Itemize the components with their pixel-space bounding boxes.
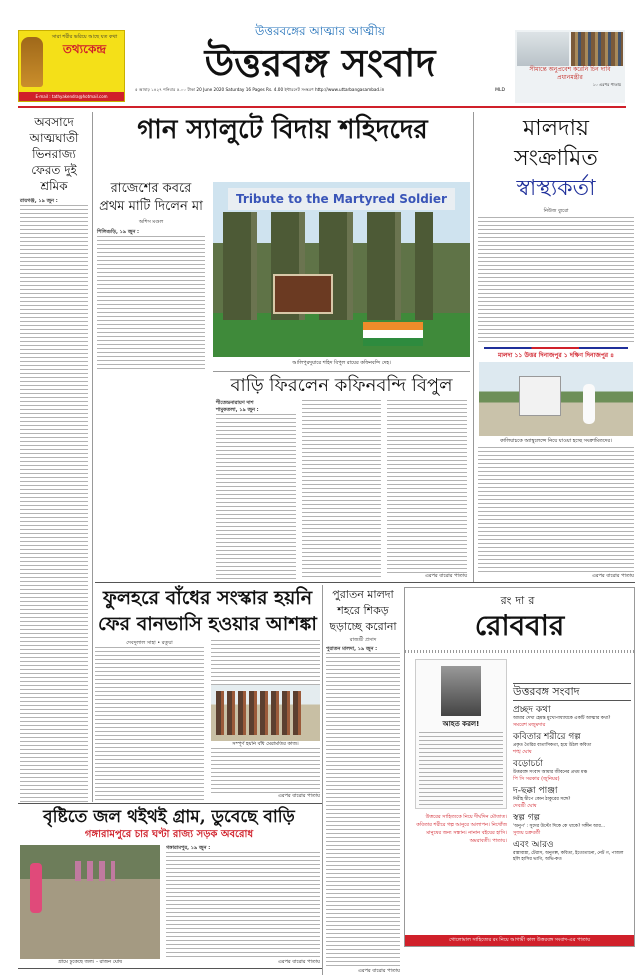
flood-photo-col [20, 845, 160, 966]
malda-body-2 [478, 447, 634, 574]
fulhar-body-3 [211, 748, 320, 793]
column-divider [322, 585, 323, 975]
malda-continued[interactable]: এরপর বারোর পাতায় [591, 573, 634, 579]
tribute-banner: Tribute to the Martyred Soldier [228, 188, 455, 210]
modi-photo [517, 32, 569, 66]
fulhar-headline[interactable]: ফুলহরে বাঁধের সংস্কার হয়নি ফের বানভাসি হওয়ার আশঙ্কা [98, 587, 317, 635]
fulhar-byline: দেবদুলাল সাহা • রতুয়া [126, 640, 173, 646]
supplement-kicker: রংদার [500, 594, 539, 607]
brand-rule [513, 700, 631, 701]
ad-bottle-image [21, 37, 43, 87]
supplement-body [405, 659, 634, 935]
flood-columns [18, 845, 320, 966]
item-author: শঙ্খ ঘোষ [513, 749, 532, 755]
malda-headline-1[interactable]: মালদায় [523, 116, 589, 141]
covid-tally: মালদা ১১ উত্তর দিনাজপুর ১ দক্ষিণ দিনাজপুর ৪ [497, 351, 615, 359]
dotted-rule [405, 650, 634, 653]
supplement-title: রোববার [474, 609, 565, 642]
robbar-supplement-promo[interactable] [404, 587, 635, 947]
supplement-brand: উত্তরবঙ্গ সংবাদ [513, 685, 580, 698]
lead-byline: অশিস মণ্ডল [138, 219, 164, 225]
bipul-dateline: শামুকতলা, ১৯ জুন : [216, 407, 259, 413]
right-news-teaser[interactable] [515, 30, 625, 103]
fulhar-body-1 [95, 647, 204, 800]
supplement-right [513, 659, 631, 931]
item-desc: নিরীহ দ্বীপে কোন ঠাকুরের সঙ্গে? [513, 797, 571, 802]
cover-headline: আহত করল! [442, 720, 480, 728]
lead-photo-caption: আলিপুরদুয়ারে শহিদ বিপুল রায়ের কফিনবন্দি দেহ। [292, 360, 391, 366]
flood-story [18, 806, 320, 966]
supplement-teaser: উত্তরের সাহিত্যকে নিয়ে দীর্ঘদিন মৌতাত। কবিতার শরীরে গল্প আনুরে আলাপন। নিখোঁজ মানুষের জন্য সন্ধান। নানান বইয়ের হাসি। অমরাবতী। পাতায়। [416, 814, 507, 844]
bipul-body-1 [216, 414, 296, 580]
malda-byline: নিউজ ব্যুরো [543, 208, 569, 214]
fulhar-body-2 [211, 640, 320, 685]
left-story-headline[interactable]: অবসাদে আত্মঘাতী ভিনরাজ্য ফেরত দুই শ্রমিক [29, 115, 79, 193]
lead-dateline: শিলিগুড়ি, ১৯ জুন : [97, 229, 140, 235]
old-malda-body [326, 653, 400, 968]
item-title: এবং আরও [513, 840, 554, 850]
masthead-center [130, 24, 510, 94]
teaser-headline: সীমান্তে অনুপ্রবেশ করেনি চিন দাবি প্রধানমন্ত্রীর [529, 66, 611, 81]
embankment-photo[interactable] [211, 685, 320, 741]
ambulance-photo[interactable] [479, 362, 633, 436]
item-title: স্বল্প গল্প [513, 813, 541, 823]
item-desc: রান্নাবান্না, টেরাস, অনুগল্প, কবিতা, ইত্যেতানো, নেট গ, পাজল হলি হাসির ভাগি, অভি-কত [513, 851, 624, 862]
item-desc: 'অনুপ' : সুদের উল্টো দিকে কে থাকে? সঙ্গীন আর... [513, 824, 606, 829]
old-malda-dateline: পুরাতন মালদা, ১৯ জুন : [326, 646, 378, 652]
malda-headline-2[interactable]: সংক্রামিত [514, 146, 598, 171]
item-desc: উত্তরবঙ্গ সংবাদ আমার জীবনের প্রথম মঞ্চ [513, 770, 588, 775]
malda-headline-3[interactable]: স্বাস্থ্যকর্তা [516, 176, 596, 201]
bipul-col-2 [302, 400, 382, 580]
fulhar-col-1 [95, 640, 204, 800]
old-malda-continued[interactable]: এরপর বারোর পাতায় [357, 968, 400, 974]
contents-item[interactable] [513, 705, 631, 729]
left-advertisement[interactable] [18, 30, 125, 102]
teaser-ref: ১০ এরপর পাতায় [592, 82, 621, 87]
bipul-col-1 [216, 400, 296, 580]
item-author: দেবশ্রী ঘোষ [513, 803, 537, 809]
flood-body [166, 852, 320, 959]
lead-sub-column [97, 180, 205, 370]
contents-item[interactable] [513, 786, 631, 810]
left-story [18, 114, 90, 802]
ad-top-text: সারা শরীর ভরিয়ে আছে যত কথা [51, 34, 118, 40]
flood-dateline: গঙ্গারামপুর, ১৯ জুন : [166, 845, 211, 851]
bipul-col-3 [387, 400, 467, 580]
old-malda-headline[interactable]: পুরাতন মালদা শহরে শিকড় ছড়াচ্ছে করোনা [329, 588, 397, 633]
fulhar-col-2 [211, 640, 320, 800]
divider [213, 371, 470, 372]
supplement-cover-thumbnail [415, 659, 507, 809]
item-desc: প্রকৃত তৈরির বাতাসিকতা, হয়ে উঠল কবিতা [513, 743, 592, 748]
bookshelf-photo [571, 32, 623, 66]
contents-item[interactable] [513, 813, 631, 837]
bipul-continued[interactable]: এরপর বারোর পাতায় [424, 573, 468, 579]
flooded-village-photo[interactable] [20, 845, 160, 959]
left-story-body [20, 205, 88, 802]
old-malda-story [324, 587, 402, 975]
dateline-row [135, 87, 505, 94]
item-author: সুজয় চক্রবর্তী [513, 830, 541, 836]
bipul-body-3 [387, 400, 467, 573]
fulhar-photo-caption: সম্পূর্ণ হয়নি বাঁধ মেরামতির কাজ। [232, 741, 299, 747]
masthead-tagline: উত্তরবঙ্গের আত্মার আত্মীয় [255, 24, 385, 38]
lead-body [97, 236, 205, 370]
bipul-byline: শীতেন্দ্রনারায়ণ দাশ [216, 400, 254, 406]
villagers [75, 861, 115, 881]
ad-brand: তথ্যকেন্দ্র [62, 42, 107, 56]
flood-text-col [166, 845, 320, 966]
ad-email: E-mail : tathyakendra@hotmail.com [19, 92, 124, 101]
person-in-water [30, 863, 42, 913]
column-divider [473, 112, 474, 582]
malda-photo-caption: কালিয়াচকে অ্যাম্বুলেন্সে নিয়ে যাওয়া হচ্ছে সংক্রামিতদের। [500, 437, 612, 444]
item-title: বড়োচর্চা [513, 759, 543, 769]
flood-continued[interactable]: এরপর বারোর পাতায় [277, 959, 320, 965]
lead-photo-block [213, 152, 470, 370]
cover-text [419, 732, 503, 808]
item-desc: আমার দেখা হেমন্ত মুখোপাধ্যায়কে একটি আত্মার কথা? [513, 716, 611, 721]
page-bottom-rule [18, 968, 322, 969]
lead-sub-headline[interactable]: রাজেশের কবরে প্রথম মাটি দিলেন মা [99, 181, 203, 214]
masthead-dateline: ৫ আষাঢ় ১৪২৭ শনিবার ৫.০০ টাকা 20 June 2020 Saturday 16 Pages Rs. 4.00 ইন্টারনেট সংস্করণ http://www.uttarbangasambad.in [135, 87, 385, 92]
bipul-body-2 [302, 400, 382, 580]
item-title: দ-ছক্কা পাঞ্জা [513, 786, 558, 796]
left-story-dateline: রায়গঞ্জ, ১৯ জুন : [20, 198, 58, 204]
flood-photo-caption: গ্রামে ঢুকেছে জল। - রাজন ঘোষ [57, 959, 123, 965]
fulhar-columns [95, 640, 320, 800]
supplement-contents [513, 705, 631, 863]
ppe-worker [583, 384, 595, 424]
edition-code: MLD [495, 88, 505, 93]
section-rule [95, 582, 635, 583]
item-author: পি সি সরকার (জুনিয়র) [513, 776, 560, 782]
supplement-left [415, 659, 507, 931]
ambulance [519, 376, 561, 416]
flood-headline[interactable]: বৃষ্টিতে জল থইথই গ্রাম, ডুবেছে বাড়ি [43, 807, 295, 827]
bipul-columns [213, 398, 470, 580]
lead-headline[interactable]: গান স্যালুটে বিদায় শহিদদের [137, 115, 428, 145]
martyr-tribute-photo[interactable] [213, 182, 470, 357]
flag [363, 322, 423, 346]
cover-portrait [441, 666, 481, 716]
coffin [273, 274, 333, 314]
flood-sub-headline[interactable]: গঙ্গারামপুরে চার ঘণ্টা রাজ্য সড়ক অবরোধ [84, 829, 254, 840]
malda-body [478, 217, 634, 344]
contents-item[interactable] [513, 759, 631, 783]
item-title: প্রচ্ছদ কথা [513, 705, 551, 715]
malda-story [476, 114, 636, 580]
masthead-rule [18, 106, 626, 108]
section-rule [18, 803, 322, 804]
supplement-footer-banner: গোলোমাল সাহিত্যের রং নিয়ে আগামী কাল উত্তরবঙ্গ সংবাদ-এর পাতায় [405, 935, 634, 946]
item-author: সমরেশ মজুমদার [513, 722, 546, 728]
bipul-story [213, 374, 470, 580]
teaser-photos [517, 32, 623, 66]
old-malda-byline: রাজশ্রী প্রসাদ [349, 637, 377, 643]
column-divider [92, 112, 93, 802]
fulhar-story [95, 585, 320, 800]
tally-rule [484, 347, 628, 349]
item-title: কবিতার শরীরে গল্প [513, 732, 581, 742]
contents-item[interactable] [513, 840, 631, 863]
embankment-pillars [216, 691, 301, 735]
contents-item[interactable] [513, 732, 631, 756]
masthead-title[interactable]: উত্তরবঙ্গ সংবাদ [204, 40, 436, 85]
fulhar-continued[interactable]: এরপর বারোর পাতায় [277, 793, 320, 799]
bipul-headline[interactable]: বাড়ি ফিরলেন কফিনবন্দি বিপুল [230, 375, 453, 396]
